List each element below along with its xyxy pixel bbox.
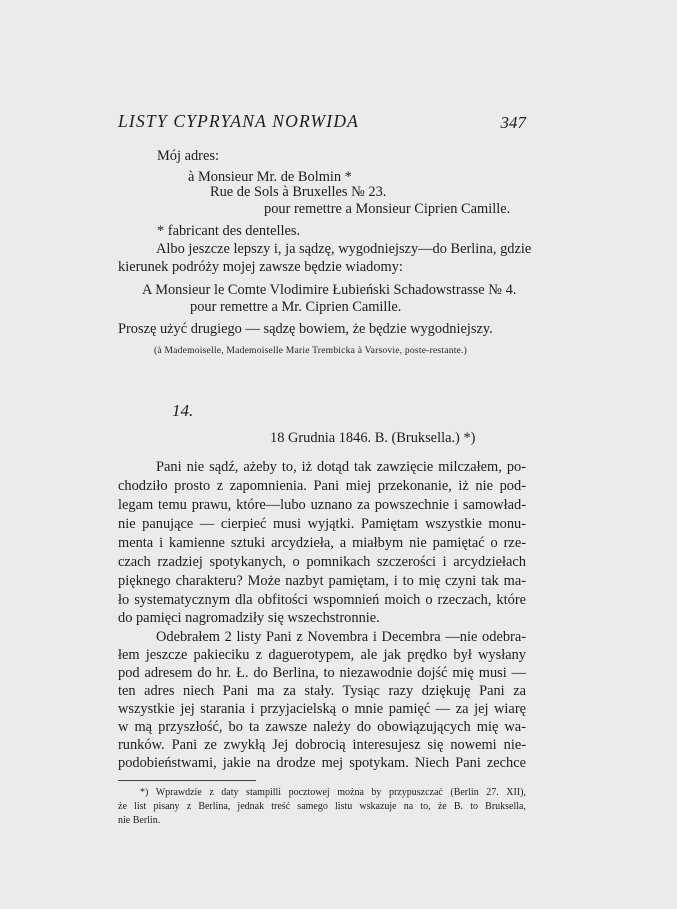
paragraph-line: pięknego charakteru? Może nazbyt pamiętam, i to mię czyni tak ma-	[118, 573, 526, 589]
address-intro: Mój adres:	[157, 148, 219, 164]
page-number: 347	[500, 113, 526, 132]
paragraph-line: w mą przyszłość, bo ta zawsze należy do obowiązujących mię wa-	[118, 719, 526, 735]
paragraph-line: ło systematycznym dla obfitości wspomnień moich o rzeczach, które	[118, 592, 526, 608]
address-note: * fabricant des dentelles.	[157, 223, 301, 239]
paragraph-line: nie panujące — cierpieć musi wyjątki. Pamiętam wszystkie monu-	[118, 516, 526, 532]
address-line-1: à Monsieur Mr. de Bolmin *	[188, 169, 352, 185]
footnote-line: że list pisany z Berlina, jednak treść samego listu wskazuje na to, że B. to Bruksella,	[118, 801, 526, 812]
paragraph-line: menta i kamienne sztuki arcydzieła, a miałbym nie pamiętać o rze-	[118, 535, 526, 551]
paragraph-line: wszystkie jej starania i przyjacielską o mnie pamięć — za jej wiarę	[118, 701, 526, 717]
paragraph-line: Pani nie sądź, ażeby to, iż dotąd tak zawzięcie milczałem, po-	[156, 459, 526, 475]
request-line: Proszę użyć drugiego — sądzę bowiem, że będzie wygodniejszy.	[118, 321, 493, 337]
running-header	[118, 111, 526, 135]
alt-paragraph-line: Albo jeszcze lepszy i, ja sądzę, wygodniejszy—do Berlina, gdzie	[156, 241, 532, 257]
letter-number: 14.	[172, 401, 194, 420]
letter-date: 18 Grudnia 1846. B. (Bruksella.) *)	[270, 430, 476, 446]
paragraph-line: do pamięci nagromadziły się wszechstronnie.	[118, 610, 380, 626]
alt-paragraph-line: kierunek podróży mojej zawsze będzie wiadomy:	[118, 259, 403, 275]
recipient-line: (à Mademoiselle, Mademoiselle Marie Trembicka à Varsovie, poste-restante.)	[154, 345, 468, 356]
paragraph-line: Odebrałem 2 listy Pani z Novembra i Decembra —nie odebra-	[156, 629, 526, 645]
paragraph-line: łem jeszcze pakieciku z daguerotypem, ale jak prędko był wysłany	[118, 647, 526, 663]
paragraph-line: runków. Pani ze zwykłą Jej dobrocią interesujesz się nowemi nie-	[118, 737, 526, 753]
paragraph-line: podobieństwami, jakie na drodze mej spotykam. Niech Pani zechce	[118, 755, 526, 771]
paragraph-line: czach rzadziej spotykanych, o pomnikach szczerości i arcydziełach	[118, 554, 526, 570]
running-title: LISTY CYPRYANA NORWIDA	[118, 111, 360, 131]
paragraph-line: ten adres niech Pani ma za stały. Tysiąc razy dziękuję Pani za	[118, 683, 526, 699]
footnote-line: nie Berlin.	[118, 815, 161, 826]
paragraph-line: chodziło prosto z zapomnienia. Pani miej przekonanie, iż nie pod-	[118, 478, 526, 494]
footnote-line: *) Wprawdzie z daty stampilli pocztowej można by przypuszczać (Berlin 27. XII),	[140, 787, 526, 798]
paragraph-line: pod adresem do hr. Ł. do Berlina, to niezawodnie dojść mię musi —	[118, 665, 526, 681]
berlin-address-line-2: pour remettre a Mr. Ciprien Camille.	[190, 299, 402, 315]
address-line-3: pour remettre a Monsieur Ciprien Camille.	[264, 201, 511, 217]
address-line-2: Rue de Sols à Bruxelles № 23.	[210, 184, 387, 200]
paragraph-line: legam temu prawu, które—lubo uznano za powszechnie i samowład-	[118, 497, 526, 513]
berlin-address-line-1: A Monsieur le Comte Vlodimire Łubieński Schadowstrasse № 4.	[142, 282, 517, 298]
footnote-divider	[118, 780, 256, 781]
